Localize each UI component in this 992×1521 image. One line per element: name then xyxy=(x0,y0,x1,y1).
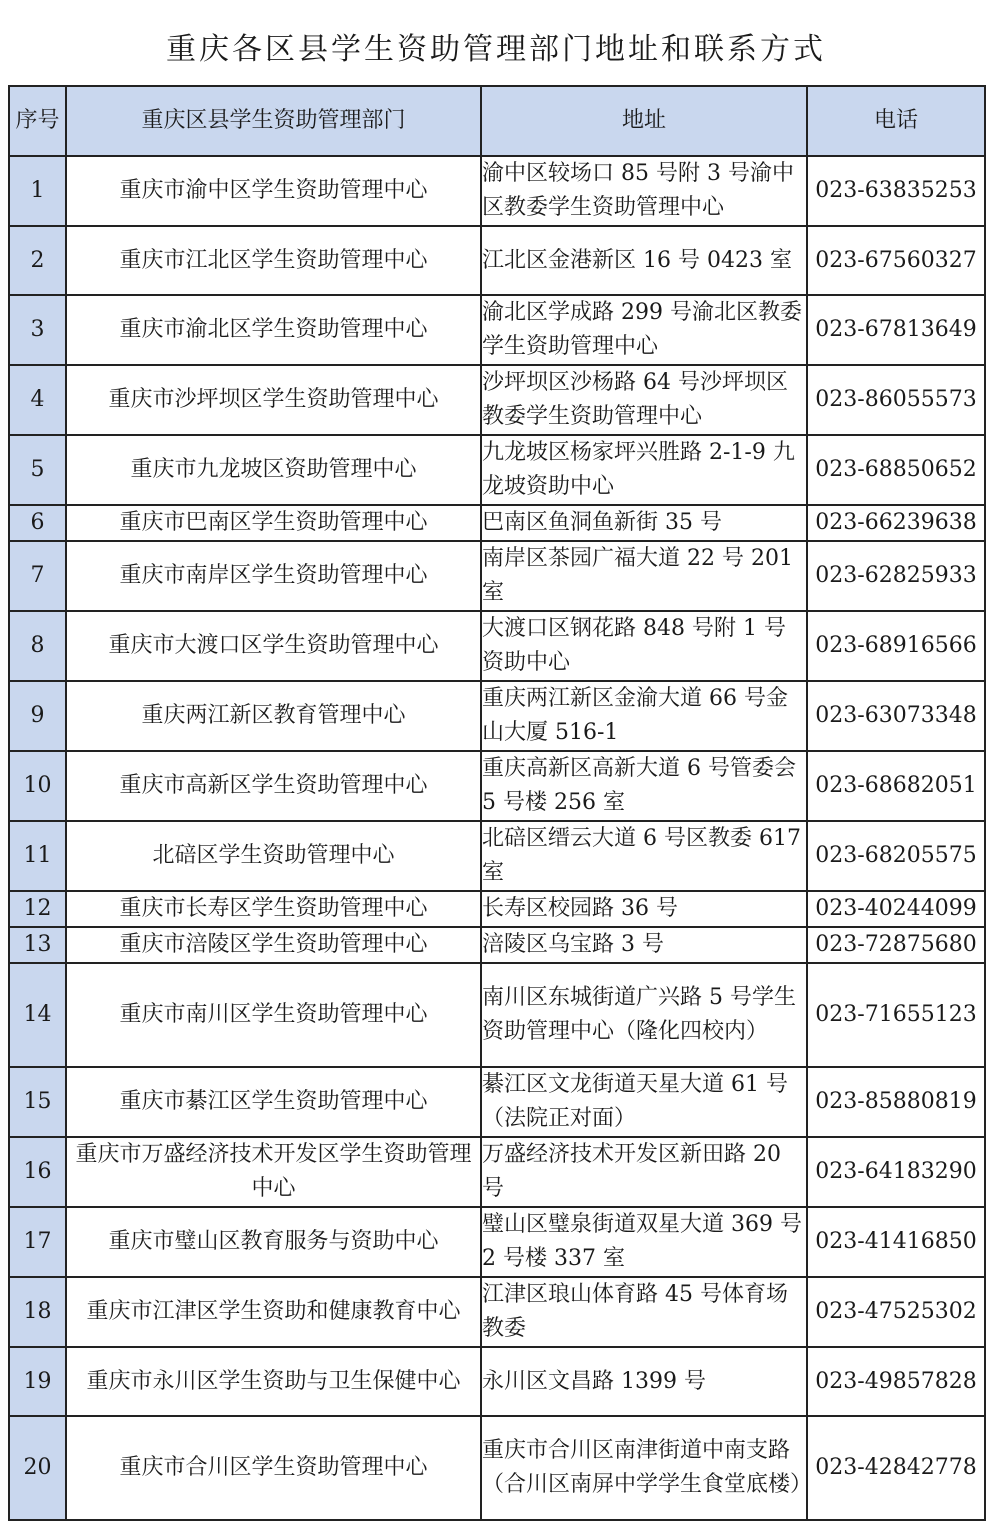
table-row xyxy=(9,681,985,751)
row-address: 万盛经济技术开发区新田路 20 号 xyxy=(481,1137,807,1207)
row-phone: 023-62825933 xyxy=(807,541,985,611)
row-address: 长寿区校园路 36 号 xyxy=(481,891,807,927)
table-row xyxy=(9,1067,985,1137)
row-department: 重庆市长寿区学生资助管理中心 xyxy=(66,891,481,927)
row-index: 13 xyxy=(9,927,66,963)
row-department: 重庆市江津区学生资助和健康教育中心 xyxy=(66,1277,481,1347)
table-row xyxy=(9,295,985,365)
row-address: 九龙坡区杨家坪兴胜路 2-1-9 九龙坡资助中心 xyxy=(481,435,807,505)
row-department: 重庆市高新区学生资助管理中心 xyxy=(66,751,481,821)
row-index: 6 xyxy=(9,505,66,541)
table-row xyxy=(9,927,985,963)
row-department: 重庆市璧山区教育服务与资助中心 xyxy=(66,1207,481,1277)
row-address: 渝北区学成路 299 号渝北区教委学生资助管理中心 xyxy=(481,295,807,365)
table-row xyxy=(9,1347,985,1416)
row-phone: 023-41416850 xyxy=(807,1207,985,1277)
row-index: 16 xyxy=(9,1137,66,1207)
row-index: 4 xyxy=(9,365,66,435)
row-index: 5 xyxy=(9,435,66,505)
row-department: 重庆市渝中区学生资助管理中心 xyxy=(66,156,481,226)
table-row xyxy=(9,751,985,821)
row-department: 北碚区学生资助管理中心 xyxy=(66,821,481,891)
header-address: 地址 xyxy=(481,86,807,156)
row-index: 10 xyxy=(9,751,66,821)
row-department: 重庆市合川区学生资助管理中心 xyxy=(66,1416,481,1520)
row-phone: 023-63073348 xyxy=(807,681,985,751)
row-department: 重庆市綦江区学生资助管理中心 xyxy=(66,1067,481,1137)
row-phone: 023-68682051 xyxy=(807,751,985,821)
row-phone: 023-67813649 xyxy=(807,295,985,365)
row-phone: 023-72875680 xyxy=(807,927,985,963)
table-row xyxy=(9,541,985,611)
contact-table xyxy=(8,85,986,1521)
row-department: 重庆市南岸区学生资助管理中心 xyxy=(66,541,481,611)
table-header-row xyxy=(9,86,985,156)
row-address: 南岸区茶园广福大道 22 号 201 室 xyxy=(481,541,807,611)
row-address: 江津区琅山体育路 45 号体育场教委 xyxy=(481,1277,807,1347)
row-phone: 023-68916566 xyxy=(807,611,985,681)
row-address: 涪陵区乌宝路 3 号 xyxy=(481,927,807,963)
table-row xyxy=(9,1207,985,1277)
row-address: 沙坪坝区沙杨路 64 号沙坪坝区教委学生资助管理中心 xyxy=(481,365,807,435)
row-department: 重庆市渝北区学生资助管理中心 xyxy=(66,295,481,365)
row-phone: 023-71655123 xyxy=(807,963,985,1067)
row-index: 15 xyxy=(9,1067,66,1137)
row-address: 江北区金港新区 16 号 0423 室 xyxy=(481,226,807,295)
row-department: 重庆市永川区学生资助与卫生保健中心 xyxy=(66,1347,481,1416)
row-address: 重庆两江新区金渝大道 66 号金山大厦 516-1 xyxy=(481,681,807,751)
row-index: 14 xyxy=(9,963,66,1067)
row-address: 永川区文昌路 1399 号 xyxy=(481,1347,807,1416)
table-row xyxy=(9,435,985,505)
row-department: 重庆市大渡口区学生资助管理中心 xyxy=(66,611,481,681)
row-phone: 023-66239638 xyxy=(807,505,985,541)
row-phone: 023-49857828 xyxy=(807,1347,985,1416)
row-address: 渝中区较场口 85 号附 3 号渝中区教委学生资助管理中心 xyxy=(481,156,807,226)
row-phone: 023-86055573 xyxy=(807,365,985,435)
row-phone: 023-64183290 xyxy=(807,1137,985,1207)
row-department: 重庆市涪陵区学生资助管理中心 xyxy=(66,927,481,963)
row-index: 3 xyxy=(9,295,66,365)
row-address: 重庆市合川区南津街道中南支路（合川区南屏中学学生食堂底楼） xyxy=(481,1416,807,1520)
table-row xyxy=(9,963,985,1067)
row-phone: 023-67560327 xyxy=(807,226,985,295)
table-row xyxy=(9,505,985,541)
row-index: 19 xyxy=(9,1347,66,1416)
page-title: 重庆各区县学生资助管理部门地址和联系方式 xyxy=(166,32,826,67)
row-index: 8 xyxy=(9,611,66,681)
table-row xyxy=(9,611,985,681)
row-phone: 023-68205575 xyxy=(807,821,985,891)
row-index: 1 xyxy=(9,156,66,226)
header-index: 序号 xyxy=(9,86,66,156)
row-index: 9 xyxy=(9,681,66,751)
row-index: 20 xyxy=(9,1416,66,1520)
row-phone: 023-40244099 xyxy=(807,891,985,927)
row-phone: 023-85880819 xyxy=(807,1067,985,1137)
row-department: 重庆两江新区教育管理中心 xyxy=(66,681,481,751)
row-department: 重庆市九龙坡区资助管理中心 xyxy=(66,435,481,505)
row-department: 重庆市万盛经济技术开发区学生资助管理中心 xyxy=(66,1137,481,1207)
header-department: 重庆区县学生资助管理部门 xyxy=(66,86,481,156)
table-row xyxy=(9,365,985,435)
row-phone: 023-68850652 xyxy=(807,435,985,505)
table-row xyxy=(9,821,985,891)
row-index: 12 xyxy=(9,891,66,927)
row-address: 北碚区缙云大道 6 号区教委 617 室 xyxy=(481,821,807,891)
row-address: 重庆高新区高新大道 6 号管委会 5 号楼 256 室 xyxy=(481,751,807,821)
row-phone: 023-47525302 xyxy=(807,1277,985,1347)
row-index: 18 xyxy=(9,1277,66,1347)
row-phone: 023-63835253 xyxy=(807,156,985,226)
row-address: 南川区东城街道广兴路 5 号学生资助管理中心（隆化四校内） xyxy=(481,963,807,1067)
row-phone: 023-42842778 xyxy=(807,1416,985,1520)
row-index: 7 xyxy=(9,541,66,611)
row-department: 重庆市巴南区学生资助管理中心 xyxy=(66,505,481,541)
table-row xyxy=(9,1137,985,1207)
table-row xyxy=(9,156,985,226)
row-index: 11 xyxy=(9,821,66,891)
table-body xyxy=(9,156,985,1520)
table-row xyxy=(9,1416,985,1520)
row-department: 重庆市南川区学生资助管理中心 xyxy=(66,963,481,1067)
row-index: 2 xyxy=(9,226,66,295)
table-row xyxy=(9,1277,985,1347)
row-department: 重庆市江北区学生资助管理中心 xyxy=(66,226,481,295)
header-phone: 电话 xyxy=(807,86,985,156)
row-address: 巴南区鱼洞鱼新街 35 号 xyxy=(481,505,807,541)
row-department: 重庆市沙坪坝区学生资助管理中心 xyxy=(66,365,481,435)
table-row xyxy=(9,891,985,927)
row-address: 璧山区璧泉街道双星大道 369 号 2 号楼 337 室 xyxy=(481,1207,807,1277)
row-index: 17 xyxy=(9,1207,66,1277)
row-address: 綦江区文龙街道天星大道 61 号（法院正对面） xyxy=(481,1067,807,1137)
row-address: 大渡口区钢花路 848 号附 1 号资助中心 xyxy=(481,611,807,681)
table-row xyxy=(9,226,985,295)
